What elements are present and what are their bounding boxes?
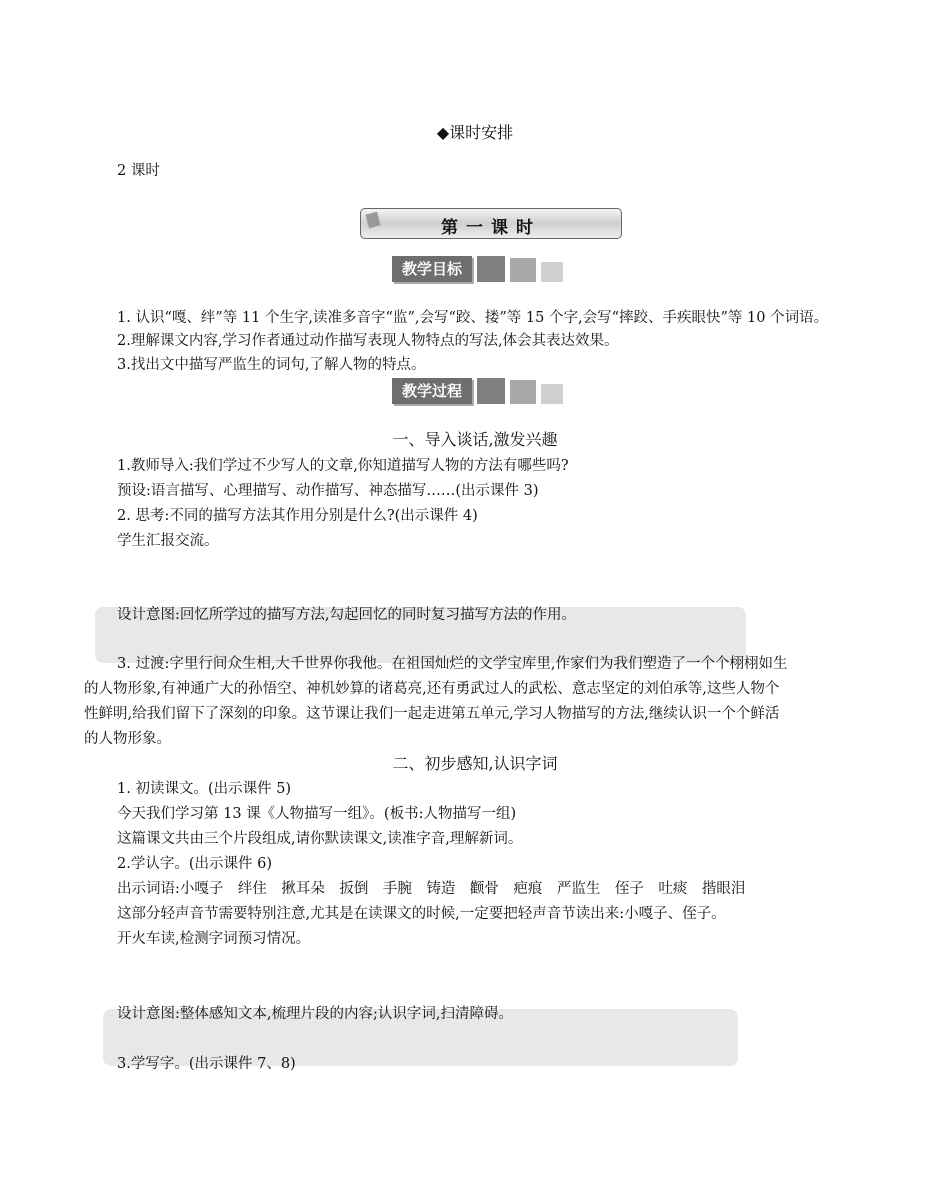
- paragraph-line: 性鲜明,给我们留下了深刻的印象。这节课让我们一起走进第五单元,学习人物描写的方法,继续认识一个个鲜活: [84, 706, 780, 722]
- paragraph-line: 1.教师导入:我们学过不少写人的文章,你知道描写人物的方法有哪些吗?: [117, 458, 569, 474]
- paragraph-line: 这篇课文共由三个片段组成,请你默读课文,读准字音,理解新词。: [117, 831, 523, 847]
- paragraph-line: 2. 思考:不同的描写方法其作用分别是什么?(出示课件 4): [117, 508, 478, 524]
- paragraph-line: 这部分轻声音节需要特别注意,尤其是在读课文的时候,一定要把轻声音节读出来:小嘎子、侄子。: [117, 906, 726, 922]
- section2-heading: 二、初步感知,认识字词: [392, 754, 558, 773]
- paragraph-line: 2.学认字。(出示课件 6): [117, 856, 272, 872]
- process-tag-label: 教学过程: [392, 378, 472, 404]
- paragraph-line: 3. 过渡:字里行间众生相,大千世界你我他。在祖国灿烂的文学宝库里,作家们为我们塑造了一个个栩栩如生: [117, 656, 788, 672]
- design-intent: 设计意图:回忆所学过的描写方法,勾起回忆的同时复习描写方法的作用。: [117, 607, 576, 623]
- lesson-banner-title: 第一课时: [441, 218, 541, 238]
- tag-block-icon: [541, 262, 563, 282]
- paragraph-line: 1. 初读课文。(出示课件 5): [117, 781, 292, 797]
- schedule-title: ◆课时安排: [436, 123, 514, 142]
- goal-item: 1. 认识“嘎、绊”等 11 个生字,读准多音字“监”,会写“跤、搂”等 15 个字,会写“摔跤、手疾眼快”等 10 个词语。: [117, 310, 829, 326]
- design-intent: 设计意图:整体感知文本,梳理片段的内容;认识字词,扫清障碍。: [117, 1006, 513, 1022]
- tag-block-icon: [477, 378, 505, 404]
- goals-tag-label: 教学目标: [392, 256, 472, 282]
- paragraph-line: 的人物形象。: [84, 731, 171, 747]
- paragraph-line: 预设:语言描写、心理描写、动作描写、神态描写……(出示课件 3): [117, 483, 539, 499]
- process-tag: [392, 378, 563, 404]
- paragraph-line: 今天我们学习第 13 课《人物描写一组》。(板书:人物描写一组): [117, 806, 517, 822]
- goal-item: 3.找出文中描写严监生的词句,了解人物的特点。: [117, 357, 426, 373]
- goals-tag: [392, 256, 563, 282]
- schedule-value: 2 课时: [117, 163, 160, 179]
- paragraph-line: 的人物形象,有神通广大的孙悟空、神机妙算的诸葛亮,还有勇武过人的武松、意志坚定的刘伯承等,这些人物个: [84, 681, 780, 697]
- paragraph-line: 3.学写字。(出示课件 7、8): [117, 1056, 296, 1072]
- tag-block-icon: [510, 258, 536, 282]
- paragraph-line: 开火车读,检测字词预习情况。: [117, 931, 311, 947]
- tag-block-icon: [477, 256, 505, 282]
- paragraph-line: 学生汇报交流。: [117, 533, 219, 549]
- section1-heading: 一、导入谈话,激发兴趣: [392, 430, 558, 449]
- tag-block-icon: [510, 380, 536, 404]
- tag-block-icon: [541, 384, 563, 404]
- lesson-banner: [360, 208, 622, 239]
- vocabulary-line: 出示词语:小嘎子 绊住 揪耳朵 扳倒 手腕 铸造 颧骨 疤痕 严监生 侄子 吐痰 揩眼泪: [117, 881, 746, 897]
- goal-item: 2.理解课文内容,学习作者通过动作描写表现人物特点的写法,体会其表达效果。: [117, 333, 619, 349]
